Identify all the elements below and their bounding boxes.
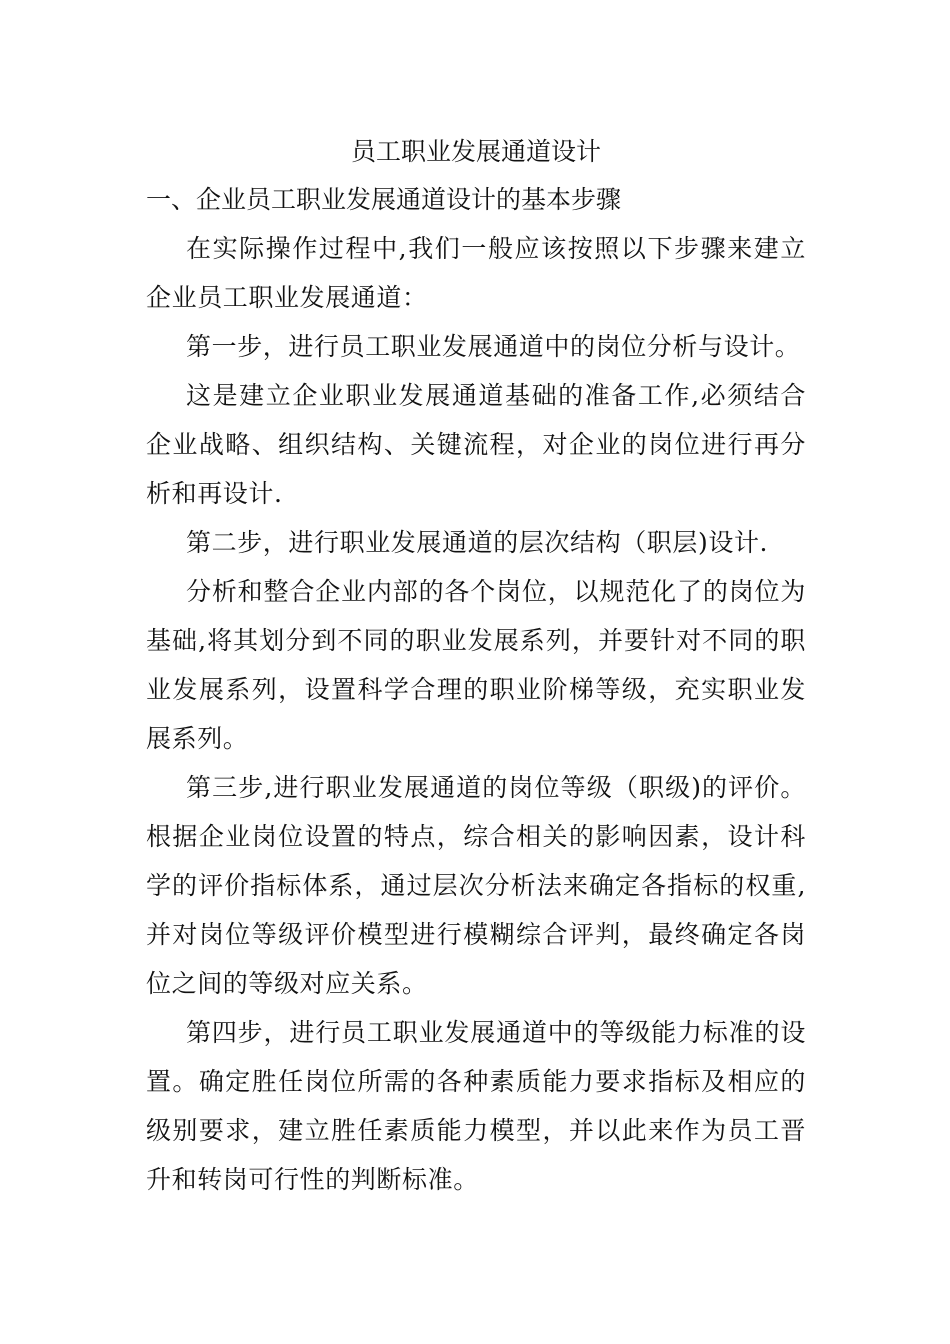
paragraph-step-3: 第三步,进行职业发展通道的岗位等级（职级)的评价。根据企业岗位设置的特点，综合相关的影响因素，设计科学的评价指标体系，通过层次分析法来确定各指标的权重,并对岗位等级评价模型进行模糊综合评判，最终确定各岗位之间的等级对应关系。 [146,773,806,998]
section-heading: 一、企业员工职业发展通道设计的基本步骤 [146,185,622,214]
paragraph-step-4: 第四步，进行员工职业发展通道中的等级能力标准的设置。确定胜任岗位所需的各种素质能力要求指标及相应的级别要求，建立胜任素质能力模型，并以此来作为员工晋升和转岗可行性的判断标准。 [146,1018,806,1194]
paragraph-step-2-detail: 分析和整合企业内部的各个岗位，以规范化了的岗位为基础,将其划分到不同的职业发展系列，并要针对不同的职业发展系列，设置科学合理的职业阶梯等级，充实职业发展系列。 [146,577,806,753]
paragraph-step-1: 第一步，进行员工职业发展通道中的岗位分析与设计。 [186,332,801,361]
document-title: 员工职业发展通道设计 [350,137,601,166]
document-body [146,128,806,1204]
paragraph-step-1-detail: 这是建立企业职业发展通道基础的准备工作,必须结合企业战略、组织结构、关键流程，对企业的岗位进行再分析和再设计. [146,381,806,508]
paragraph-intro: 在实际操作过程中,我们一般应该按照以下步骤来建立企业员工职业发展通道： [146,234,806,312]
paragraph-step-2: 第二步，进行职业发展通道的层次结构（职层)设计. [186,528,769,557]
